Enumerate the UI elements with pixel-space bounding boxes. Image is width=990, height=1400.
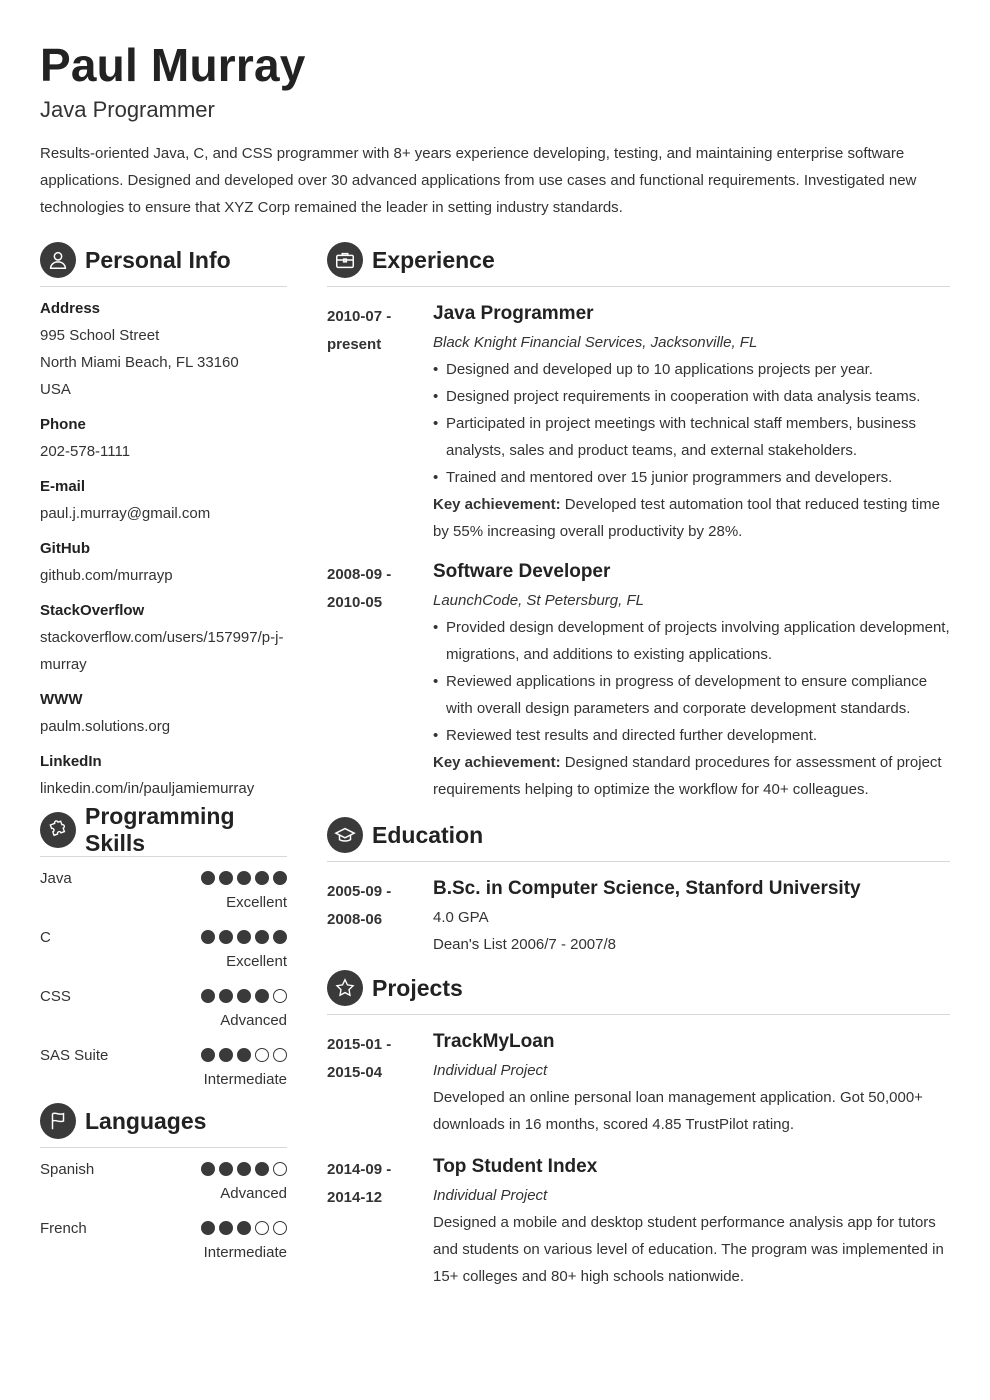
github-label: GitHub bbox=[40, 540, 90, 557]
rating-dot-filled bbox=[201, 1221, 215, 1235]
bullet-item: • Participated in project meetings with technical staff members, business analysts, sales and product teams, and external stakeholders. bbox=[433, 410, 950, 464]
skill-level: Intermediate bbox=[203, 1244, 287, 1261]
skill-item bbox=[40, 1042, 287, 1101]
rating-dots bbox=[201, 871, 287, 885]
right-column bbox=[327, 240, 950, 1290]
www-label: WWW bbox=[40, 691, 83, 708]
phone-value: 202-578-1111 bbox=[40, 443, 131, 460]
date-start: 2015-01 - bbox=[327, 1036, 392, 1053]
address-line: USA bbox=[40, 381, 71, 398]
project-title: TrackMyLoan bbox=[433, 1031, 555, 1052]
education-detail: 4.0 GPA bbox=[433, 909, 489, 926]
skills-header bbox=[40, 803, 287, 857]
rating-dot-filled bbox=[255, 989, 269, 1003]
email-value[interactable]: paul.j.murray@gmail.com bbox=[40, 505, 211, 522]
graduation-cap-icon bbox=[327, 817, 363, 853]
rating-dot-filled bbox=[201, 930, 215, 944]
experience-entry bbox=[327, 557, 950, 803]
key-achievement-text: Designed standard procedures for assessment of project requirements helping to optimize the workflow for 40+ colleagues. bbox=[433, 754, 942, 798]
rating-dot-filled bbox=[219, 1221, 233, 1235]
languages-list bbox=[40, 1156, 287, 1274]
date-start: 2014-09 - bbox=[327, 1161, 392, 1178]
rating-dot-filled bbox=[237, 871, 251, 885]
rating-dot-filled bbox=[255, 930, 269, 944]
project-entry bbox=[327, 1027, 950, 1138]
education-header bbox=[327, 815, 950, 862]
education-detail: Dean's List 2006/7 - 2007/8 bbox=[433, 936, 616, 953]
stackoverflow-link[interactable]: murray bbox=[40, 656, 87, 673]
education-entry bbox=[327, 874, 950, 958]
summary: Results-oriented Java, C, and CSS programmer with 8+ years experience developing, testing, and maintaining enterprise software applications. Designed and developed over 30 advanced applications from use cases and functional requirements. Investigated new technologies to ensure that XYZ Corp remained the leader in setting industry standards. bbox=[40, 145, 917, 216]
date-end: present bbox=[327, 336, 382, 353]
personal-info-header bbox=[40, 240, 287, 287]
rating-dot-filled bbox=[255, 871, 269, 885]
bullet-item: • Designed project requirements in cooperation with data analysis teams. bbox=[433, 383, 950, 410]
date-end: 2008-06 bbox=[327, 911, 383, 928]
experience-heading: Experience bbox=[372, 246, 495, 273]
left-column bbox=[40, 240, 287, 1274]
language-item bbox=[40, 1156, 287, 1215]
rating-dot-empty bbox=[255, 1221, 269, 1235]
experience-list bbox=[327, 299, 950, 803]
job-title: Java Programmer bbox=[433, 303, 594, 324]
address-label: Address bbox=[40, 300, 101, 317]
projects-heading: Projects bbox=[372, 974, 463, 1001]
rating-dot-filled bbox=[219, 989, 233, 1003]
experience-entry bbox=[327, 299, 950, 545]
key-achievement-label: Key achievement: bbox=[433, 496, 561, 513]
stackoverflow-label: StackOverflow bbox=[40, 602, 145, 619]
puzzle-icon bbox=[40, 812, 76, 848]
rating-dot-filled bbox=[219, 1162, 233, 1176]
project-description: Developed an online personal loan management application. Got 50,000+ downloads in 16 months, scored 4.85 TrustPilot rating. bbox=[433, 1089, 923, 1133]
degree-title: B.Sc. in Computer Science, Stanford University bbox=[433, 878, 861, 899]
rating-dot-empty bbox=[255, 1048, 269, 1062]
skill-item bbox=[40, 924, 287, 983]
candidate-title: Java Programmer bbox=[40, 97, 215, 122]
skill-item bbox=[40, 865, 287, 924]
skill-level: Excellent bbox=[226, 894, 287, 911]
projects-header bbox=[327, 968, 950, 1015]
skill-name: SAS Suite bbox=[40, 1047, 109, 1064]
skill-level: Intermediate bbox=[203, 1071, 287, 1088]
rating-dot-empty bbox=[273, 1221, 287, 1235]
rating-dot-empty bbox=[273, 989, 287, 1003]
project-type: Individual Project bbox=[433, 1062, 548, 1079]
key-achievement-label: Key achievement: bbox=[433, 754, 561, 771]
education-list bbox=[327, 874, 950, 958]
skill-name: C bbox=[40, 929, 51, 946]
entry-body bbox=[433, 557, 950, 803]
skill-level: Advanced bbox=[220, 1185, 287, 1202]
address-line: 995 School Street bbox=[40, 327, 160, 344]
bullet-item: • Provided design development of projects involving application development, migrations, and additions to existing applications. bbox=[433, 614, 950, 668]
rating-dot-filled bbox=[219, 1048, 233, 1062]
project-type: Individual Project bbox=[433, 1187, 548, 1204]
rating-dots bbox=[201, 1221, 287, 1235]
entry-body bbox=[433, 1152, 950, 1290]
entry-date bbox=[327, 1031, 417, 1087]
rating-dot-filled bbox=[201, 1162, 215, 1176]
entry-date bbox=[327, 303, 417, 359]
user-icon bbox=[40, 242, 76, 278]
phone-label: Phone bbox=[40, 416, 86, 433]
date-end: 2014-12 bbox=[327, 1189, 383, 1206]
date-end: 2010-05 bbox=[327, 594, 383, 611]
briefcase-icon bbox=[327, 242, 363, 278]
star-icon bbox=[327, 970, 363, 1006]
skills-heading: Programming Skills bbox=[85, 803, 235, 856]
rating-dot-filled bbox=[201, 871, 215, 885]
personal-info bbox=[40, 295, 287, 802]
rating-dots bbox=[201, 1162, 287, 1176]
skill-level: Advanced bbox=[220, 1012, 287, 1029]
date-end: 2015-04 bbox=[327, 1064, 383, 1081]
personal-info-heading: Personal Info bbox=[85, 246, 231, 273]
rating-dot-empty bbox=[273, 1048, 287, 1062]
entry-date bbox=[327, 1156, 417, 1212]
company: Black Knight Financial Services, Jacksonville, FL bbox=[433, 334, 758, 351]
skill-name: Spanish bbox=[40, 1161, 95, 1178]
address-line: North Miami Beach, FL 33160 bbox=[40, 354, 239, 371]
rating-dot-filled bbox=[201, 989, 215, 1003]
skill-name: Java bbox=[40, 870, 72, 887]
bullet-list bbox=[433, 614, 950, 749]
rating-dot-filled bbox=[201, 1048, 215, 1062]
projects-list bbox=[327, 1027, 950, 1290]
rating-dot-filled bbox=[237, 930, 251, 944]
www-link[interactable]: paulm.solutions.org bbox=[40, 718, 171, 735]
entry-body bbox=[433, 874, 950, 958]
experience-header bbox=[327, 240, 950, 287]
entry-body bbox=[433, 299, 950, 545]
skill-name: French bbox=[40, 1220, 87, 1237]
date-start: 2008-09 - bbox=[327, 566, 392, 583]
education-heading: Education bbox=[372, 821, 484, 848]
rating-dot-empty bbox=[273, 1162, 287, 1176]
rating-dot-filled bbox=[237, 1221, 251, 1235]
key-achievement-text: Developed test automation tool that reduced testing time by 55% increasing overall productivity by 28%. bbox=[433, 496, 940, 540]
job-title: Software Developer bbox=[433, 561, 611, 582]
rating-dot-filled bbox=[237, 1162, 251, 1176]
linkedin-link[interactable]: linkedin.com/in/pauljamiemurray bbox=[40, 780, 255, 797]
entry-date bbox=[327, 878, 417, 934]
date-start: 2010-07 - bbox=[327, 308, 392, 325]
github-link[interactable]: github.com/murrayp bbox=[40, 567, 173, 584]
languages-heading: Languages bbox=[85, 1107, 207, 1134]
language-item bbox=[40, 1215, 287, 1274]
rating-dot-filled bbox=[273, 871, 287, 885]
skill-item bbox=[40, 983, 287, 1042]
project-title: Top Student Index bbox=[433, 1156, 598, 1177]
entry-date bbox=[327, 561, 417, 617]
skill-level: Excellent bbox=[226, 953, 287, 970]
rating-dot-filled bbox=[273, 930, 287, 944]
bullet-item: • Reviewed test results and directed further development. bbox=[433, 722, 950, 749]
entry-body bbox=[433, 1027, 950, 1138]
rating-dot-filled bbox=[219, 871, 233, 885]
email-label: E-mail bbox=[40, 478, 86, 495]
key-achievement bbox=[433, 749, 950, 803]
bullet-item: • Trained and mentored over 15 junior programmers and developers. bbox=[433, 464, 950, 491]
bullet-item: • Designed and developed up to 10 applications projects per year. bbox=[433, 356, 950, 383]
stackoverflow-link[interactable]: stackoverflow.com/users/157997/p-j- bbox=[40, 629, 284, 646]
project-entry bbox=[327, 1152, 950, 1290]
linkedin-label: LinkedIn bbox=[40, 753, 102, 770]
flag-icon bbox=[40, 1103, 76, 1139]
languages-header bbox=[40, 1101, 287, 1148]
key-achievement bbox=[433, 491, 950, 545]
rating-dots bbox=[201, 989, 287, 1003]
rating-dots bbox=[201, 1048, 287, 1062]
rating-dots bbox=[201, 930, 287, 944]
project-description: Designed a mobile and desktop student performance analysis app for tutors and students on various level of education. The program was implemented in 15+ colleges and 80+ high schools nationwide. bbox=[433, 1214, 944, 1285]
rating-dot-filled bbox=[237, 1048, 251, 1062]
rating-dot-filled bbox=[255, 1162, 269, 1176]
skills-list bbox=[40, 865, 287, 1101]
bullet-list bbox=[433, 356, 950, 491]
date-start: 2005-09 - bbox=[327, 883, 392, 900]
candidate-name: Paul Murray bbox=[40, 39, 306, 91]
skill-name: CSS bbox=[40, 988, 71, 1005]
company: LaunchCode, St Petersburg, FL bbox=[433, 592, 644, 609]
bullet-item: • Reviewed applications in progress of development to ensure compliance with overall design parameters and corporate development standards. bbox=[433, 668, 950, 722]
rating-dot-filled bbox=[237, 989, 251, 1003]
rating-dot-filled bbox=[219, 930, 233, 944]
